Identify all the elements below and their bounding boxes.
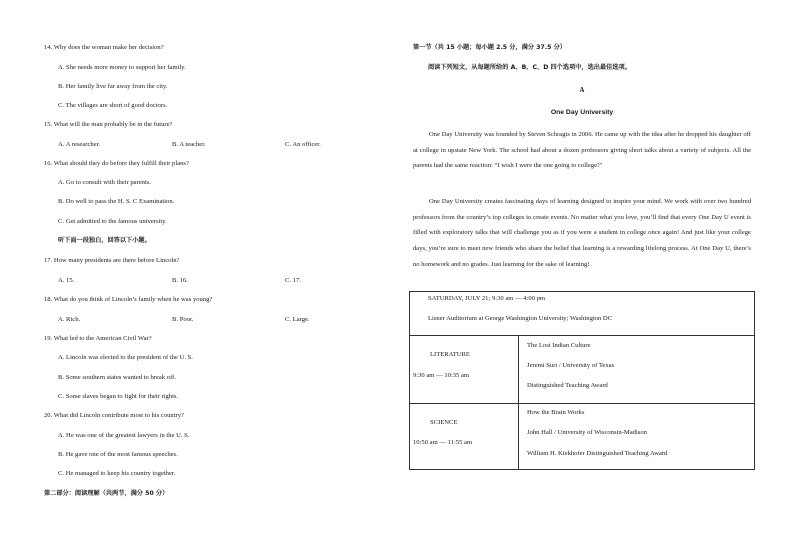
- session-1-speaker: Jeremi Suri / University of Texas: [527, 362, 615, 369]
- question-16: 16. What should they do before they fulfill their plans?: [44, 160, 189, 167]
- question-14: 14. Why does the woman make her decision?: [44, 44, 164, 51]
- part-two-heading: 第二部分：阅读理解（共两节，满分 50 分）: [44, 490, 169, 497]
- q17-option-c: C. 17.: [285, 277, 301, 284]
- q15-option-c: C. An officer.: [285, 141, 321, 148]
- q14-option-c: C. The villages are short of good doctors.: [58, 102, 168, 109]
- q14-option-b: B. Her family live far away from the city.: [58, 83, 168, 90]
- session-2-title: How the Brain Works: [527, 409, 585, 416]
- session-1-award: Distinguished Teaching Award: [527, 382, 608, 389]
- question-15: 15. What will the man probably be in the future?: [44, 121, 173, 128]
- q15-option-b: B. A teacher.: [172, 141, 206, 148]
- section-heading: 第一节（共 15 小题；每小题 2.5 分，满分 37.5 分）: [413, 44, 566, 51]
- passage-paragraph-2: One Day University creates fascinating days of learning designed to inspire your mind. We work with over two hundred professors from the country’s top colleges to create events. No matter what you love, you’ll find that every One Day U event is filled with exploratory talks that will challenge you as if you were a student in college once again! And just like your college days, you’re sure to meet new friends who share the belief that learning is a rewarding lifelong process. At One Day U, there’s no homework and no grades. Just learning for the sake of learning!: [413, 198, 751, 268]
- passage-title: One Day University: [550, 109, 614, 116]
- session-2-speaker: John Hall / University of Wisconsin-Madison: [527, 429, 647, 436]
- q19-option-c: C. Some slaves began to fight for their rights.: [58, 393, 179, 400]
- q20-option-c: C. He managed to keep his country together.: [58, 470, 176, 477]
- session-2-award: William H. Kiekhofer Distinguished Teaching Award: [527, 450, 668, 457]
- session-1-title: The Lost Indian Culture: [527, 342, 591, 349]
- q19-option-a: A. Lincoln was elected to the president of the U. S.: [58, 354, 193, 361]
- question-19: 19. What led to the American Civil War?: [44, 335, 152, 342]
- q15-option-a: A. A researcher.: [58, 141, 101, 148]
- session-2-time: 10:50 am — 11:55 am: [413, 439, 473, 446]
- q17-option-a: A. 15.: [58, 277, 75, 284]
- q18-option-a: A. Rich.: [58, 316, 81, 323]
- passage-letter: A: [579, 87, 585, 94]
- question-17: 17. How many presidents are there before Lincoln?: [44, 257, 180, 264]
- monologue-instruction: 听下面一段独白，回答以下小题。: [58, 237, 151, 244]
- q20-option-b: B. He gave one of the most famous speeches.: [58, 451, 178, 458]
- q17-option-b: B. 16.: [172, 277, 188, 284]
- question-18: 18. What do you think of Lincoln’s family when he was young?: [44, 296, 213, 303]
- schedule-date-time: SATURDAY, JULY 21; 9:30 am — 4:00 pm: [428, 295, 546, 302]
- schedule-venue: Lisner Auditorium at George Washington University; Washington DC: [428, 315, 613, 322]
- q16-option-c: C. Get admitted to the famous university.: [58, 218, 167, 225]
- event-schedule-table: [409, 291, 755, 470]
- passage-paragraph-1: One Day University was founded by Steven Schragis in 2006. He came up with the idea after he dropped his daughter off at college in upstate New York. The school had about a dozen professors giving short talks about a variety of subjects. All the parents had the same reaction: “I wish I were the one going to college!”: [413, 131, 751, 170]
- q20-option-a: A. He was one of the greatest lawyers in the U. S.: [58, 432, 190, 439]
- session-1-subject: LITERATURE: [430, 351, 470, 358]
- q16-option-a: A. Go to consult with their parents.: [58, 179, 152, 186]
- q19-option-b: B. Some southern states wanted to break off.: [58, 374, 176, 381]
- table-divider: [410, 403, 754, 404]
- session-2-subject: SCIENCE: [430, 419, 458, 426]
- question-20: 20. What did Lincoln contribute most to his country?: [44, 412, 184, 419]
- q18-option-c: C. Large.: [285, 316, 310, 323]
- q16-option-b: B. Do well to pass the H. S. C Examination.: [58, 198, 175, 205]
- table-divider: [410, 335, 754, 336]
- q18-option-b: B. Poor.: [172, 316, 194, 323]
- section-instruction: 阅读下列短文，从每题所给的 A、B、C、D 四个选项中，选出最佳选项。: [428, 64, 631, 71]
- q14-option-a: A. She needs more money to support her family.: [58, 64, 186, 71]
- session-1-time: 9:30 am — 10:35 am: [413, 372, 470, 379]
